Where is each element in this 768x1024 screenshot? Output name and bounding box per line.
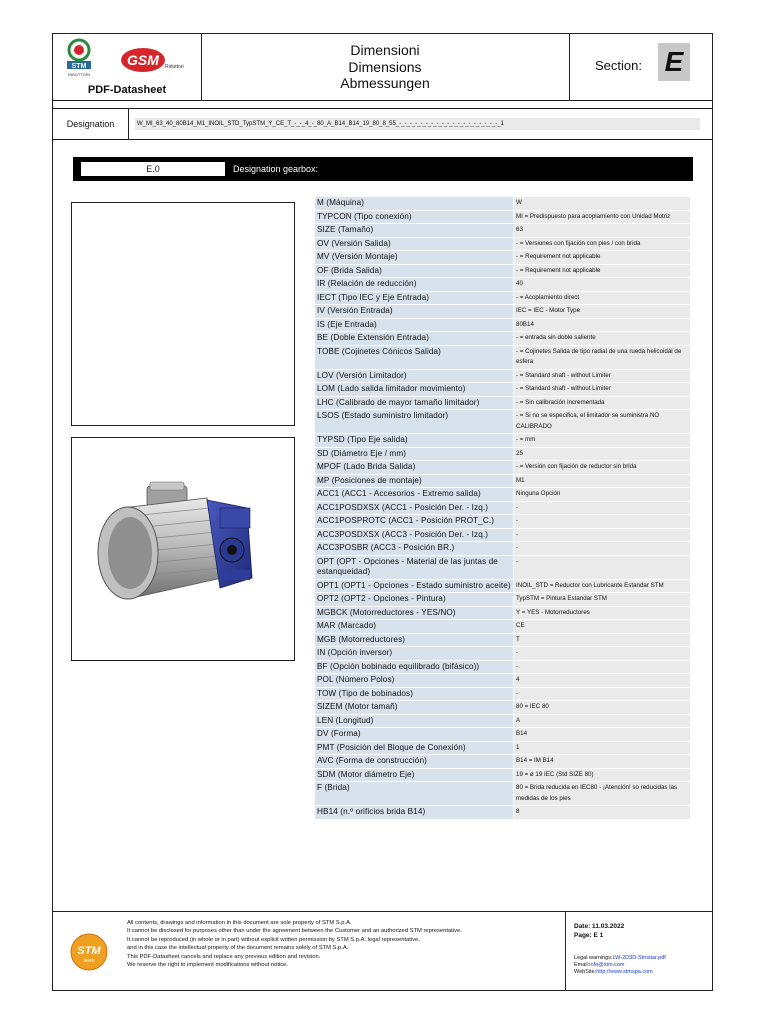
- parameter-key: MGBCK (Motorreductores - YES/NO): [315, 607, 513, 620]
- email-link[interactable]: info@stm.com: [589, 962, 625, 968]
- stm-riduttori-logo: [67, 40, 91, 77]
- parameter-value: - = Sin calibración incrementada: [514, 397, 690, 410]
- parameter-value: 40: [514, 278, 690, 291]
- parameter-value: A: [514, 715, 690, 728]
- title-german: Abmessungen: [340, 75, 430, 91]
- parameter-row: [315, 647, 690, 660]
- parameter-key: TYPCON (Tipo conexión): [315, 211, 513, 224]
- parameter-value: -: [514, 515, 690, 528]
- parameter-value: -: [514, 647, 690, 660]
- parameter-row: [315, 224, 690, 237]
- parameter-value: 63: [514, 224, 690, 237]
- parameter-row: [315, 461, 690, 474]
- parameter-row: [315, 728, 690, 741]
- parameter-row: [315, 305, 690, 318]
- parameter-value: M1: [514, 475, 690, 488]
- logo-area: [53, 34, 202, 100]
- stm-logo-text: STM: [71, 63, 87, 70]
- parameter-value: W: [514, 197, 690, 210]
- parameter-row: [315, 620, 690, 633]
- parameter-key: M (Máquina): [315, 197, 513, 210]
- footer-line: All contents, drawings and information in this document are sole property of STM S.p.A.: [127, 920, 352, 926]
- footer-date: Date: 11.03.2022: [574, 923, 625, 930]
- parameter-key: ACC1POSPROTC (ACC1 - Posición PROT_C.): [315, 515, 513, 528]
- parameter-key: IV (Versión Entrada): [315, 305, 513, 318]
- parameter-row: [315, 434, 690, 447]
- stm-logo-subtext: RIDUTTORI: [68, 72, 90, 77]
- parameter-row: [315, 292, 690, 305]
- parameter-row: [315, 580, 690, 593]
- product-image-box: [71, 437, 295, 661]
- parameter-row: [315, 515, 690, 528]
- website-link[interactable]: http://www.stmspa.com: [596, 969, 653, 975]
- parameter-row: [315, 397, 690, 410]
- parameter-key: AVC (Forma de construcción): [315, 755, 513, 768]
- parameter-table: [315, 197, 690, 820]
- parameter-row: [315, 332, 690, 345]
- parameter-key: OPT2 (OPT2 - Opciones - Pintura): [315, 593, 513, 606]
- parameter-key: ACC1POSDXSX (ACC1 - Posición Der. - Izq.): [315, 502, 513, 515]
- parameter-value: Y = YES - Motorreductores: [514, 607, 690, 620]
- gsm-logo-text: GSM: [127, 52, 159, 68]
- parameter-row: [315, 593, 690, 606]
- parameter-row: [315, 319, 690, 332]
- parameter-row: [315, 346, 690, 369]
- parameter-value: 4: [514, 674, 690, 687]
- parameter-row: [315, 661, 690, 674]
- parameter-key: LEN (Longitud): [315, 715, 513, 728]
- parameter-key: ACC1 (ACC1 - Accesorios - Extremo salida): [315, 488, 513, 501]
- title-english: Dimensions: [348, 58, 422, 75]
- parameter-row: [315, 715, 690, 728]
- parameter-value: 80 = IEC 80: [514, 701, 690, 714]
- gearbox-section-title: Designation gearbox:: [233, 164, 319, 174]
- parameter-key: TYPSD (Tipo Eje salida): [315, 434, 513, 447]
- parameter-key: IECT (Tipo IEC y Eje Entrada): [315, 292, 513, 305]
- parameter-value: - = entrada sin doble saliente: [514, 332, 690, 345]
- parameter-key: MGB (Motorreductores): [315, 634, 513, 647]
- pdf-datasheet-label: PDF-Datasheet: [87, 84, 167, 96]
- footer-info: [565, 912, 713, 991]
- parameter-key: MV (Versión Montaje): [315, 251, 513, 264]
- parameter-value: 19 = ø 19 IEC (Std SIZE 80): [514, 769, 690, 782]
- parameter-value: Ninguna Opción: [514, 488, 690, 501]
- parameter-row: [315, 265, 690, 278]
- parameter-key: OPT (OPT - Opciones - Material de las juntas de estanqueidad): [315, 556, 513, 579]
- header: [53, 34, 712, 101]
- footer-page: Page: E 1: [574, 932, 604, 939]
- parameter-value: - = mm: [514, 434, 690, 447]
- parameter-value: IEC = IEC - Motor Type: [514, 305, 690, 318]
- legal-warnings-link[interactable]: LW-2D3D-Stmstar.pdf: [612, 955, 666, 961]
- parameter-key: TOBE (Cojinetes Cónicos Salida): [315, 346, 513, 369]
- designation-label: Designation: [53, 109, 129, 139]
- parameter-value: - = Versiones con fijación con pies / con brida: [514, 238, 690, 251]
- gearbox-section-code: E.0: [81, 162, 225, 176]
- parameter-value: - = Standard shaft - without Limiter: [514, 370, 690, 383]
- parameter-value: - = Versión con fijación de reductor sin brida: [514, 461, 690, 474]
- parameter-key: HB14 (n.º orificios brida B14): [315, 806, 513, 819]
- parameter-row: [315, 502, 690, 515]
- parameter-row: [315, 488, 690, 501]
- parameter-key: TOW (Tipo de bobinados): [315, 688, 513, 701]
- parameter-row: [315, 370, 690, 383]
- parameter-row: [315, 410, 690, 433]
- parameter-value: - = Acoplamiento direct: [514, 292, 690, 305]
- parameter-row: [315, 688, 690, 701]
- parameter-key: OPT1 (OPT1 - Opciones - Estado suministro aceite): [315, 580, 513, 593]
- parameter-key: PMT (Posición del Bloque de Conexión): [315, 742, 513, 755]
- designation-value: W_MI_63_40_80B14_M1_INOIL_STD_TypSTM_Y_CE_T_-_-_4_-_80_A_B14_B14_19_80_8_55_-_-_-_-_-_-_-_-_-_-_-_-_-_-_-_-_-_-_-_1: [135, 118, 700, 130]
- parameter-row: [315, 529, 690, 542]
- parameter-row: [315, 197, 690, 210]
- parameter-value: 80 = Brida reducida en IEC80 - ¡Atención! so reducidas las medidas de los pies: [514, 782, 690, 805]
- parameter-row: [315, 211, 690, 224]
- parameter-value: - = Requirement not applicable: [514, 265, 690, 278]
- parameter-key: BF (Opción bobinado equilibrado (bifásico)): [315, 661, 513, 674]
- parameter-row: [315, 251, 690, 264]
- section-area: [569, 34, 712, 100]
- parameter-row: [315, 742, 690, 755]
- parameter-value: B14: [514, 728, 690, 741]
- footer-legal-text: [127, 919, 567, 969]
- parameter-key: OV (Versión Salida): [315, 238, 513, 251]
- website-label: WebSite:: [574, 969, 597, 975]
- parameter-value: CE: [514, 620, 690, 633]
- parameter-row: [315, 701, 690, 714]
- parameter-value: - = Standard shaft - without Limiter: [514, 383, 690, 396]
- parameter-value: - = Requirement not applicable: [514, 251, 690, 264]
- parameter-row: [315, 383, 690, 396]
- footer-line: We reserve the right to implement modifications without notice.: [127, 962, 288, 969]
- gearmotor-image: [72, 438, 294, 660]
- stm-team-logo: [53, 912, 125, 991]
- parameter-key: SDM (Motor diámetro Eje): [315, 769, 513, 782]
- parameter-row: [315, 278, 690, 291]
- parameter-key: MPOF (Lado Brida Salida): [315, 461, 513, 474]
- parameter-value: -: [514, 556, 690, 579]
- parameter-value: 1: [514, 742, 690, 755]
- parameter-row: [315, 782, 690, 805]
- parameter-key: LSOS (Estado suministro limitador): [315, 410, 513, 433]
- datasheet-frame: [52, 33, 713, 991]
- parameter-row: [315, 674, 690, 687]
- parameter-value: MI = Predispuesto para acoplamiento con Unidad Motriz: [514, 211, 690, 224]
- parameter-key: LHC (Calibrado de mayor tamaño limitador): [315, 397, 513, 410]
- parameter-key: BE (Doble Extensión Entrada): [315, 332, 513, 345]
- parameter-value: -: [514, 542, 690, 555]
- parameter-key: SD (Diámetro Eje / mm): [315, 448, 513, 461]
- title-italian: Dimensioni: [350, 42, 420, 58]
- parameter-value: INOIL_STD = Reductor con Lubricante Estandar STM: [514, 580, 690, 593]
- footer-line: This PDF-Datasheet cancels and replace any previous edition and revision.: [127, 953, 321, 960]
- parameter-value: 80B14: [514, 319, 690, 332]
- parameter-row: [315, 475, 690, 488]
- parameter-key: ACC3POSDXSX (ACC3 - Posición Der. - Izq.): [315, 529, 513, 542]
- parameter-key: DV (Forma): [315, 728, 513, 741]
- footer-line: It cannot be disclosed for purposes other than under the agreement between the Customer and an authorized STM representative.: [127, 928, 462, 935]
- gearbox-section-bar: [73, 157, 693, 181]
- parameter-value: 25: [514, 448, 690, 461]
- parameter-key: MP (Posiciones de montaje): [315, 475, 513, 488]
- parameter-row: [315, 238, 690, 251]
- stm-team-logo-text: STM: [77, 945, 101, 957]
- gsm-riduttori-logo: [121, 48, 184, 72]
- footer-logo-area: [53, 912, 125, 991]
- parameter-value: TypSTM = Pintura Estandar STM: [514, 593, 690, 606]
- parameter-key: LOV (Versión Limitador): [315, 370, 513, 383]
- stm-team-logo-subtext: team: [83, 958, 95, 964]
- parameter-value: T: [514, 634, 690, 647]
- legal-warnings-label: Legal warnings:: [574, 955, 613, 961]
- parameter-value: - = Cojinetes Salida de tipo radial de una rueda helicoidal de esfera: [514, 346, 690, 369]
- parameter-key: LOM (Lado salida limitador movimiento): [315, 383, 513, 396]
- parameter-key: OF (Brida Salida): [315, 265, 513, 278]
- parameter-key: IS (Eje Entrada): [315, 319, 513, 332]
- parameter-row: [315, 556, 690, 579]
- drawing-image-box: [71, 202, 295, 426]
- section-letter: E: [658, 43, 690, 81]
- title-area: [201, 34, 570, 100]
- company-logos: [53, 34, 201, 84]
- parameter-value: B14 = IM B14: [514, 755, 690, 768]
- parameter-key: ACC3POSBR (ACC3 - Posición BR.): [315, 542, 513, 555]
- parameter-key: F (Brida): [315, 782, 513, 805]
- email-label: Email:: [574, 962, 590, 968]
- parameter-value: 8: [514, 806, 690, 819]
- parameter-row: [315, 769, 690, 782]
- parameter-row: [315, 634, 690, 647]
- footer-line: and in this case the intellectual property of the document remains solely of STM S.p.A.: [127, 945, 349, 952]
- parameter-row: [315, 607, 690, 620]
- parameter-value: -: [514, 529, 690, 542]
- parameter-row: [315, 806, 690, 819]
- parameter-key: POL (Número Polos): [315, 674, 513, 687]
- parameter-value: -: [514, 661, 690, 674]
- designation-row: [53, 108, 712, 140]
- parameter-value: -: [514, 688, 690, 701]
- parameter-row: [315, 542, 690, 555]
- parameter-row: [315, 448, 690, 461]
- parameter-value: - = Si no se especifica, el limitador se suministra NO CALIBRADO: [514, 410, 690, 433]
- parameter-key: SIZE (Tamaño): [315, 224, 513, 237]
- parameter-key: IR (Relación de reducción): [315, 278, 513, 291]
- parameter-value: -: [514, 502, 690, 515]
- parameter-key: MAR (Marcado): [315, 620, 513, 633]
- parameter-key: SIZEM (Motor tamañ): [315, 701, 513, 714]
- footer: [53, 911, 712, 991]
- parameter-key: IN (Opción inversor): [315, 647, 513, 660]
- gsm-logo-subtext: Riduttori: [165, 64, 184, 70]
- footer-line: It cannot be reproduced (in whole or in part) without explicit written permission by STM S.p.A. legal representative,: [127, 936, 420, 943]
- section-label: Section:: [595, 58, 642, 73]
- parameter-row: [315, 755, 690, 768]
